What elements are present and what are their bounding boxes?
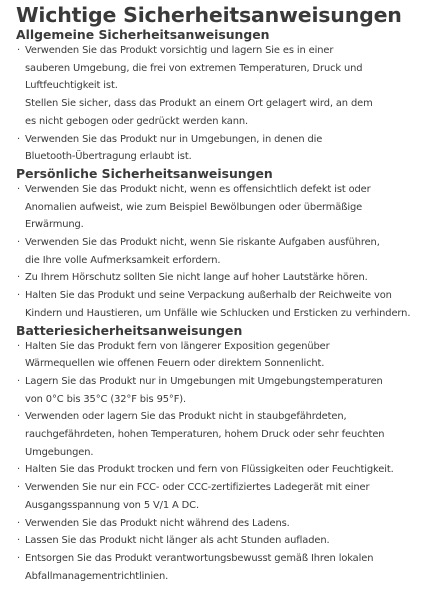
bullet-icon: · <box>17 45 21 56</box>
paragraph-text-line: es nicht gebogen oder gedrückt werden kann. <box>25 115 249 127</box>
item-text-line: Entsorgen Sie das Produkt verantwortungsbewusst gemäß Ihren lokalen <box>25 552 374 564</box>
list-item <box>16 515 438 533</box>
item-text-line: Verwenden oder lagern Sie das Produkt nicht in staubgefährdeten, <box>25 411 347 423</box>
list-item <box>16 461 438 479</box>
item-text-line: Verwenden Sie das Produkt nicht, wenn Sie riskante Aufgaben ausführen, <box>25 237 380 249</box>
bullet-icon: · <box>17 411 21 423</box>
list-item <box>16 408 438 461</box>
list-item <box>16 532 438 550</box>
item-text-line: sauberen Umgebung, die frei von extremen Temperaturen, Druck und <box>25 62 363 74</box>
item-text-line: rauchgefährdeten, hohen Temperaturen, hohem Druck oder sehr feuchten <box>25 429 385 441</box>
item-text-line: Kindern und Haustieren, um Unfälle wie Schlucken und Ersticken zu verhindern. <box>25 307 411 319</box>
item-text-line: die Ihre volle Aufmerksamkeit erfordern. <box>25 254 221 266</box>
bullet-icon: · <box>17 133 21 145</box>
item-text-line: Bluetooth-Übertragung erlaubt ist. <box>25 151 192 163</box>
item-text-line: Halten Sie das Produkt trocken und fern von Flüssigkeiten oder Feuchtigkeit. <box>25 464 394 476</box>
list-item <box>16 181 438 234</box>
item-text-line: Lagern Sie das Produkt nur in Umgebungen mit Umgebungstemperaturen <box>25 375 383 387</box>
list-item <box>16 373 438 408</box>
section-heading: Batteriesicherheitsanweisungen <box>16 322 243 338</box>
item-text-line: Wärmequellen wie offenen Feuern oder direktem Sonnenlicht. <box>25 358 325 370</box>
paragraph-text-line: Stellen Sie sicher, dass das Produkt an einem Ort gelagert wird, an dem <box>25 98 373 110</box>
bullet-icon: · <box>17 535 21 547</box>
item-text-line: Ausgangsspannung von 5 V/1 A DC. <box>25 499 199 511</box>
instruction-list <box>16 181 438 323</box>
list-item <box>16 131 438 166</box>
item-text-line: Luftfeuchtigkeit ist. <box>25 80 118 92</box>
item-text-line: Erwärmung. <box>25 219 84 231</box>
bullet-icon: · <box>17 375 21 387</box>
item-text-line: von 0°C bis 35°C (32°F bis 95°F). <box>25 393 187 405</box>
section-battery-safety <box>16 323 438 586</box>
item-text-line: Halten Sie das Produkt und seine Verpackung außerhalb der Reichweite von <box>25 290 392 302</box>
item-text-line: Umgebungen. <box>25 446 94 458</box>
item-text-line: Verwenden Sie das Produkt nur in Umgebungen, in denen die <box>25 133 323 145</box>
instruction-list <box>16 338 438 586</box>
item-text-line: Verwenden Sie das Produkt vorsichtig und lagern Sie es in einer <box>25 45 334 56</box>
item-text-line: Zu Ihrem Hörschutz sollten Sie nicht lange auf hoher Lautstärke hören. <box>25 272 368 284</box>
section-heading: Allgemeine Sicherheitsanweisungen <box>16 27 270 42</box>
continuation-paragraph <box>16 95 438 130</box>
item-text-line: Abfallmanagementrichtlinien. <box>25 570 169 582</box>
list-item <box>16 479 438 514</box>
list-item <box>16 287 438 322</box>
instruction-list <box>16 131 438 166</box>
item-text-line: Anomalien aufweist, wie zum Beispiel Bewölbungen oder übermäßige <box>25 201 363 213</box>
list-item <box>16 550 438 585</box>
list-item <box>16 338 438 373</box>
section-personal-safety <box>16 166 438 323</box>
section-heading: Persönliche Sicherheitsanweisungen <box>16 165 273 181</box>
bullet-icon: · <box>17 237 21 249</box>
section-general-safety <box>16 27 438 166</box>
bullet-icon: · <box>17 464 21 476</box>
instruction-list <box>16 42 438 95</box>
bullet-icon: · <box>17 290 21 302</box>
bullet-icon: · <box>17 482 21 494</box>
item-text-line: Halten Sie das Produkt fern von längerer Exposition gegenüber <box>25 340 330 352</box>
bullet-icon: · <box>17 340 21 352</box>
bullet-icon: · <box>17 552 21 564</box>
bullet-icon: · <box>17 517 21 529</box>
bullet-icon: · <box>17 272 21 284</box>
item-text-line: Verwenden Sie das Produkt nicht während des Ladens. <box>25 517 290 529</box>
item-text-line: Verwenden Sie das Produkt nicht, wenn es offensichtlich defekt ist oder <box>25 183 371 195</box>
list-item <box>16 269 438 287</box>
item-text-line: Lassen Sie das Produkt nicht länger als acht Stunden aufladen. <box>25 535 330 547</box>
bullet-icon: · <box>17 183 21 195</box>
page-title: Wichtige Sicherheitsanweisungen <box>16 3 402 27</box>
item-text-line: Verwenden Sie nur ein FCC- oder CCC-zertifiziertes Ladegerät mit einer <box>25 482 370 494</box>
list-item <box>16 42 438 95</box>
list-item <box>16 234 438 269</box>
